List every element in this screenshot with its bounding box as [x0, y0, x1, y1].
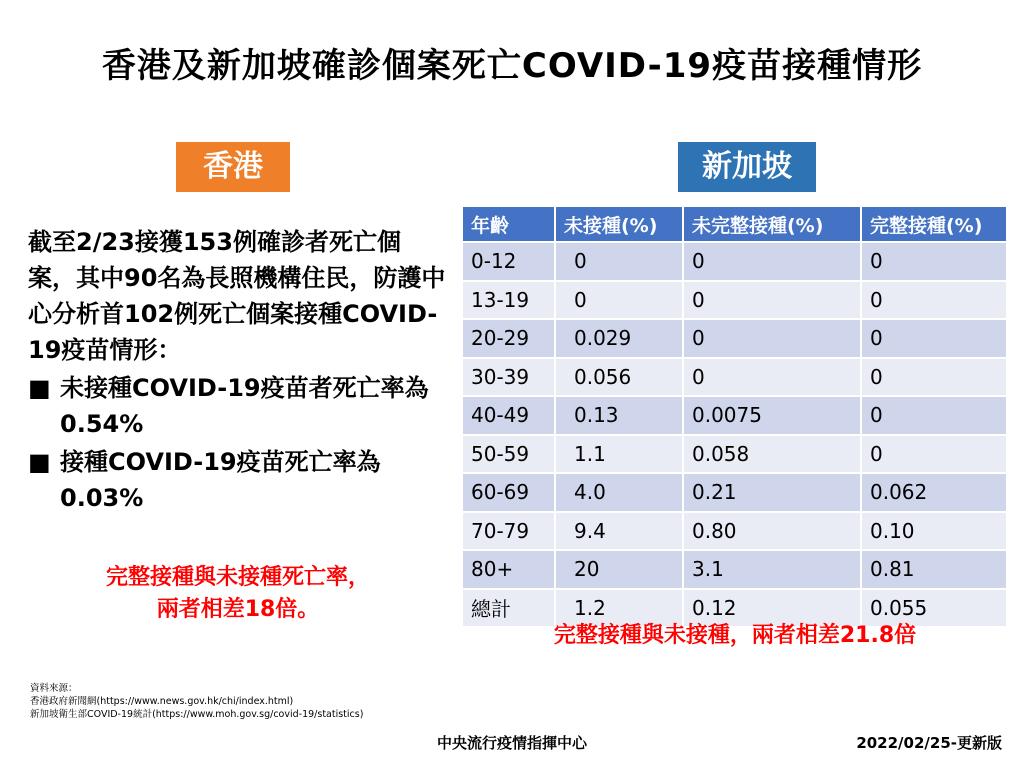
cell-fully-vaccinated: 0	[861, 319, 1007, 358]
cell-age: 40-49	[463, 396, 555, 435]
table-row	[463, 435, 1007, 474]
singapore-conclusion: 完整接種與未接種，兩者相差21.8倍	[553, 623, 917, 648]
cell-fully-vaccinated: 0.81	[861, 550, 1007, 589]
square-bullet-icon: ■	[28, 448, 51, 476]
cell-age: 30-39	[463, 358, 555, 397]
cell-unvaccinated: 0	[555, 242, 683, 281]
cell-unvaccinated: 0	[555, 281, 683, 320]
hongkong-bullet-text: 未接種COVID-19疫苗者死亡率為0.54%	[60, 374, 429, 438]
cell-age: 80+	[463, 550, 555, 589]
sources-heading: 資料來源：	[30, 683, 78, 694]
cell-partially-vaccinated: 0.058	[683, 435, 861, 474]
sources	[30, 682, 363, 721]
table-row	[463, 396, 1007, 435]
source-line: 香港政府新聞網(https://www.news.gov.hk/chi/index.html)	[30, 696, 294, 707]
cell-partially-vaccinated: 0.80	[683, 512, 861, 551]
cell-partially-vaccinated: 3.1	[683, 550, 861, 589]
header-partially-vaccinated: 未完整接種(%)	[683, 207, 861, 242]
cell-fully-vaccinated: 0	[861, 435, 1007, 474]
cell-unvaccinated: 4.0	[555, 473, 683, 512]
cell-age: 60-69	[463, 473, 555, 512]
cell-unvaccinated: 9.4	[555, 512, 683, 551]
cell-unvaccinated: 1.1	[555, 435, 683, 474]
footer-organization: 中央流行疫情指揮中心	[436, 734, 587, 752]
cell-age: 50-59	[463, 435, 555, 474]
table-header-row	[463, 207, 1007, 242]
table-row	[463, 473, 1007, 512]
table-row	[463, 242, 1007, 281]
hongkong-conclusion	[40, 562, 436, 626]
table-row	[463, 512, 1007, 551]
cell-partially-vaccinated: 0	[683, 281, 861, 320]
singapore-death-rate-table	[463, 207, 1008, 626]
header-unvaccinated: 未接種(%)	[555, 207, 683, 242]
cell-fully-vaccinated: 0	[861, 358, 1007, 397]
hongkong-bullet-text: 接種COVID-19疫苗死亡率為0.03%	[60, 448, 381, 512]
table-row	[463, 281, 1007, 320]
cell-fully-vaccinated: 0.062	[861, 473, 1007, 512]
hongkong-label: 香港	[176, 142, 290, 192]
square-bullet-icon: ■	[28, 374, 51, 402]
cell-fully-vaccinated: 0.055	[861, 589, 1007, 627]
hongkong-bullet-list	[28, 370, 448, 518]
cell-unvaccinated: 0.029	[555, 319, 683, 358]
cell-fully-vaccinated: 0	[861, 396, 1007, 435]
cell-age: 70-79	[463, 512, 555, 551]
cell-partially-vaccinated: 0.21	[683, 473, 861, 512]
cell-age: 13-19	[463, 281, 555, 320]
singapore-label: 新加坡	[678, 142, 816, 192]
cell-fully-vaccinated: 0	[861, 242, 1007, 281]
source-line: 新加坡衛生部COVID-19統計(https://www.moh.gov.sg/covid-19/statistics)	[30, 709, 364, 720]
cell-unvaccinated: 0.13	[555, 396, 683, 435]
cell-age: 總計	[463, 589, 555, 627]
cell-age: 0-12	[463, 242, 555, 281]
header-fully-vaccinated: 完整接種(%)	[861, 207, 1007, 242]
cell-unvaccinated: 1.2	[555, 589, 683, 627]
cell-fully-vaccinated: 0.10	[861, 512, 1007, 551]
hongkong-summary: 截至2/23接獲153例確診者死亡個案，其中90名為長照機構住民，防護中心分析首102例死亡個案接種COVID-19疫苗情形：	[28, 228, 446, 364]
cell-partially-vaccinated: 0	[683, 242, 861, 281]
hongkong-conclusion-line: 完整接種與未接種死亡率，	[105, 565, 370, 590]
page-title: 香港及新加坡確診個案死亡COVID-19疫苗接種情形	[101, 46, 923, 86]
cell-partially-vaccinated: 0	[683, 319, 861, 358]
hongkong-conclusion-line: 兩者相差18倍。	[156, 597, 320, 622]
cell-unvaccinated: 0.056	[555, 358, 683, 397]
cell-partially-vaccinated: 0	[683, 358, 861, 397]
header-age: 年齡	[463, 207, 555, 242]
cell-fully-vaccinated: 0	[861, 281, 1007, 320]
cell-unvaccinated: 20	[555, 550, 683, 589]
cell-partially-vaccinated: 0.12	[683, 589, 861, 627]
cell-age: 20-29	[463, 319, 555, 358]
table-row	[463, 319, 1007, 358]
table-row	[463, 550, 1007, 589]
cell-partially-vaccinated: 0.0075	[683, 396, 861, 435]
footer-date: 2022/02/25-更新版	[856, 734, 1002, 752]
hongkong-bullet-item	[28, 444, 448, 516]
table-row	[463, 358, 1007, 397]
hongkong-bullet-item	[28, 370, 448, 442]
